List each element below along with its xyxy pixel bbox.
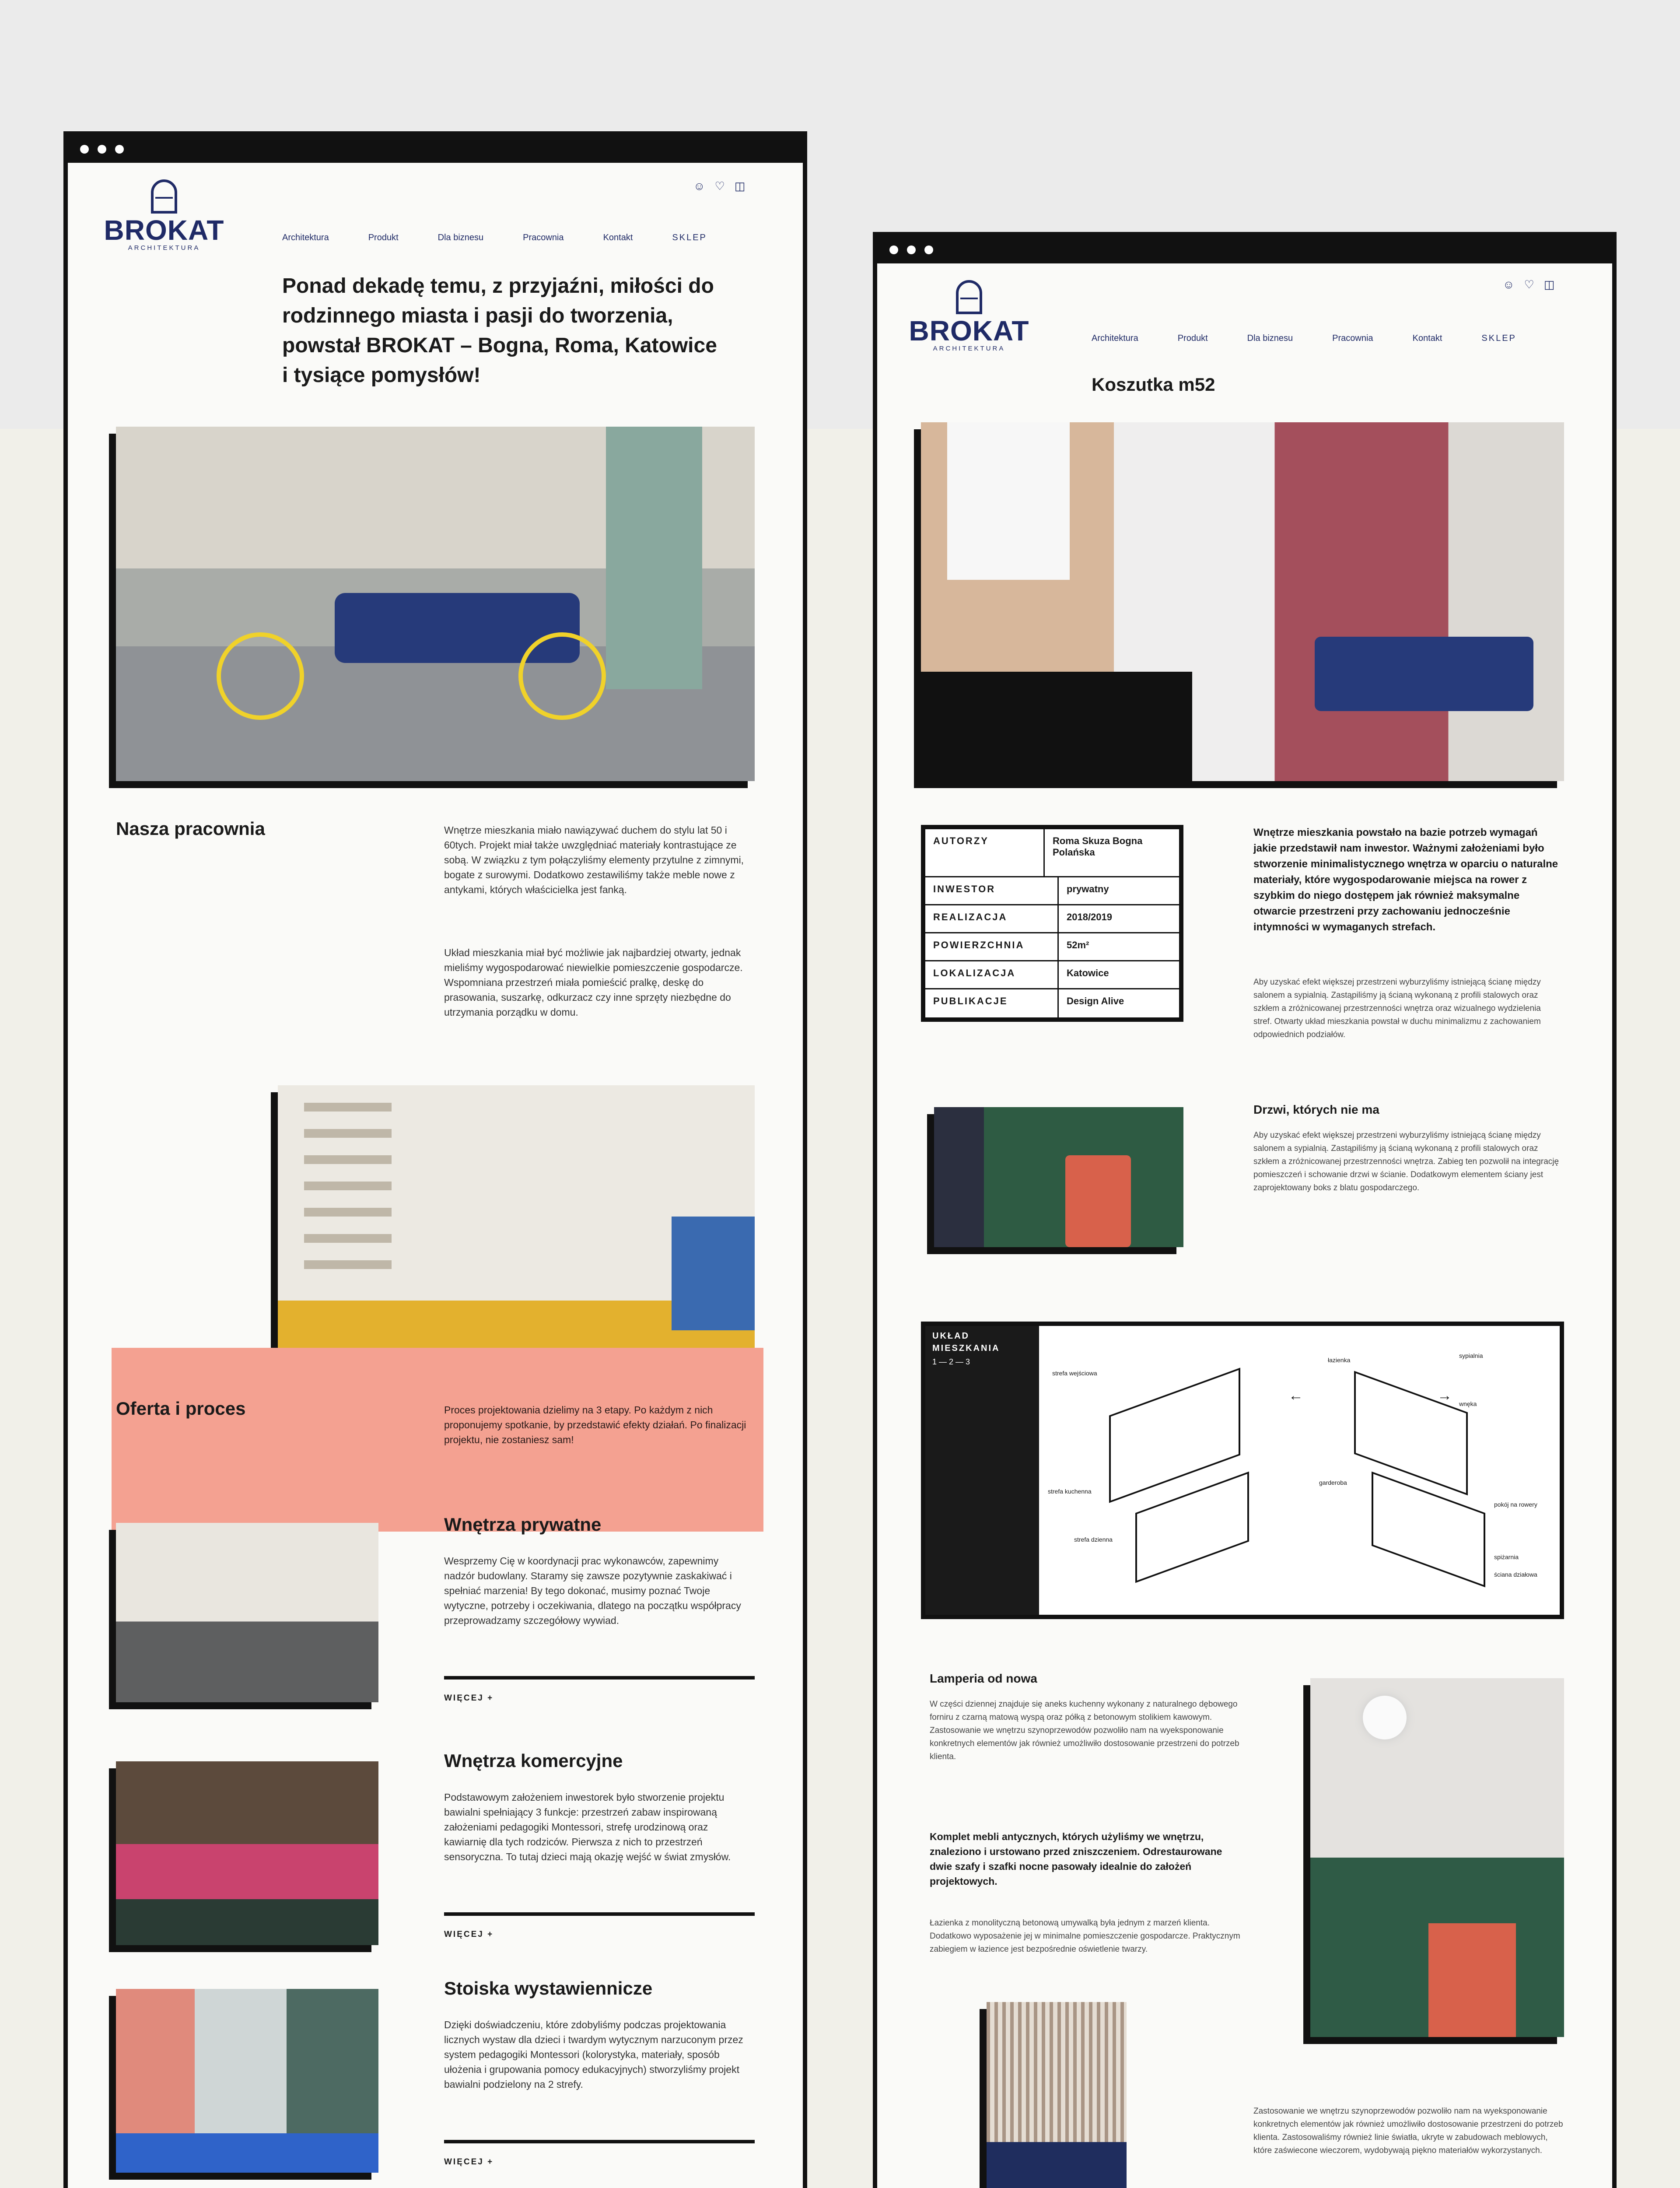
nav-produkt[interactable]: Produkt [368, 233, 399, 242]
plan-label: łazienka [1328, 1357, 1351, 1364]
window-dot[interactable] [889, 245, 898, 254]
spec-key: INWESTOR [925, 877, 1059, 904]
studio-paragraph-1: Wnętrze mieszkania miało nawiązywać duchem do stylu lat 50 i 60tych. Projekt miał także uwzględniać materiały kontrastujące ze sobą. W związku z tym połączyliśmy elementy przytulne z zimnymi, bogate z surowymi. Dodatkowo zestawiliśmy także meble nowe z antykami, których właścicielka jest fanką. [444, 824, 744, 895]
nav-pracownia[interactable]: Pracownia [523, 233, 564, 242]
pendant-lamp-shape [947, 422, 1070, 580]
project-title: Koszutka m52 [1092, 374, 1215, 395]
nav-architektura[interactable]: Architektura [282, 233, 329, 242]
project-hero-photo [921, 422, 1564, 781]
logo-mark-icon [151, 179, 177, 214]
project-paragraph: Zastosowanie we wnętrzu szynoprzewodów pozwoliło nam na wyeksponowanie konkretnych elementów jak również umożliwiło dostosowanie przestrzeni do potrzeb klienta. Zastosowaliśmy również linie światła, ukryte w zabudowach meblowych, które zaświecone wieczorem, wydobywają piękno materiałów wykorzystanych. [1253, 2107, 1563, 2155]
spec-value: Roma Skuza Bogna Polańska [1052, 835, 1143, 858]
more-link-commercial[interactable]: WIĘCEJ + [444, 1930, 494, 1939]
bag-icon[interactable]: ◫ [1544, 278, 1555, 291]
service-photo-exhibition[interactable] [116, 1989, 378, 2173]
lamperia-paragraph: Łazienka z monolityczną betonową umywalką była jednym z marzeń klienta. Dodatkowo wyposażenie jej w minimalne pomieszczenie gospodarcze. Praktycznym zabiegiem w łazience jest bezpośrednie oświetlenie twarzy. [930, 1918, 1240, 1954]
plan-label: pokój na rowery [1494, 1501, 1537, 1508]
doors-text: Aby uzyskać efekt większej przestrzeni wyburzyliśmy istniejącą ścianę między salonem a sypialnią. Zastąpiliśmy ją ścianą wykonaną z profili stalowych oraz szkłem a zróżnicowanej przestrzenności wnętrza. Zabieg ten pozwolił na integrację pomieszczeń i schowanie drzwi w ścianie. Dodatkowym elementem ściany jest zaprojektowany boks z blatu gospodarczego. [1253, 1131, 1559, 1192]
service-title-private[interactable]: Wnętrza prywatne [444, 1514, 602, 1535]
divider [444, 1912, 755, 1916]
studio-photo [116, 427, 755, 781]
nav-sklep[interactable]: SKLEP [1481, 333, 1516, 343]
axonometric-block-shape [1372, 1472, 1485, 1588]
arrow-right-icon[interactable]: → [1437, 1387, 1452, 1404]
window-dot[interactable] [115, 145, 124, 154]
header-icons [693, 179, 745, 193]
plan-label: strefa dzienna [1074, 1536, 1113, 1543]
arrow-left-icon[interactable]: ← [1288, 1387, 1303, 1404]
plan-label: wnęka [1459, 1400, 1477, 1407]
blue-panel-shape [672, 1217, 755, 1330]
floor-plan-label: UKŁAD [932, 1331, 970, 1341]
user-icon[interactable]: ☺ [1503, 278, 1515, 291]
service-photo-commercial[interactable] [116, 1761, 378, 1945]
floor-plan-label: MIESZKANIA [932, 1343, 1000, 1353]
brand-sub: ARCHITEKTURA [128, 244, 200, 252]
main-nav [1092, 333, 1556, 344]
brand-logo[interactable] [909, 280, 1029, 352]
service-photo-private[interactable] [116, 1523, 378, 1702]
offer-section [112, 1348, 763, 1532]
plan-label: spiżarnia [1494, 1553, 1519, 1560]
service-text-commercial: Podstawowym założeniem inwestorek było stworzenie projektu bawialni spełniający 3 funkcje: przestrzeń zabaw inspirowaną założeniami pedagogiki Montessori, strefę urodzinową oraz kawiarnię dla tych rodziców. Pierwsza z nich to przestrzeń sensoryczna. To tutaj dzieci mają okazję wejść w świat zmysłów. [444, 1792, 731, 1862]
spec-value: Katowice [1067, 968, 1109, 978]
project-paragraph: Aby uzyskać efekt większej przestrzeni wyburzyliśmy istniejącą ścianę między salonem a sypialnią. Zastąpiliśmy ją ścianą wykonaną z profili stalowych oraz szkłem a zróżnicowanej przestrzenności wnętrza oraz wizualnego wydzielenia stref. Otwarty układ mieszkania powstał w duchu minimalizmu z zachowaniem odpowiednich podziałów. [1253, 978, 1541, 1039]
heart-icon[interactable]: ♡ [714, 179, 725, 193]
divider [444, 2140, 755, 2143]
floor-plan-pager[interactable]: 1 — 2 — 3 [932, 1357, 970, 1366]
more-link-private[interactable]: WIĘCEJ + [444, 1694, 494, 1703]
spec-key: AUTORZY [925, 829, 1045, 876]
project-specs-table [921, 825, 1183, 1022]
nav-produkt[interactable]: Produkt [1177, 333, 1208, 343]
nav-architektura[interactable]: Architektura [1092, 333, 1138, 343]
brand-logo[interactable] [104, 179, 224, 252]
sofa-shape [987, 2142, 1127, 2188]
side-table-shape [1065, 1155, 1131, 1247]
bookshelf-shape [304, 1103, 392, 1287]
chair-shape [518, 632, 606, 720]
brand-name: BROKAT [104, 214, 224, 246]
spec-key: LOKALIZACJA [925, 961, 1059, 988]
logo-mark-icon [956, 280, 982, 314]
window-dot[interactable] [924, 245, 933, 254]
project-page-window [873, 232, 1617, 2188]
plan-label: strefa kuchenna [1048, 1488, 1092, 1495]
curtain-photo [987, 2002, 1127, 2188]
floor-plan-sidebar [925, 1326, 1039, 1615]
spec-key: PUBLIKACJE [925, 989, 1059, 1017]
curtain-shape [606, 427, 702, 689]
service-text-private: Wesprzemy Cię w koordynacji prac wykonawców, zapewnimy nadzór budowlany. Staramy się zawsze pozytywnie zaskakiwać i spełniać marzenia! By tego dokonać, musimy poznać Twoje wytyczne, potrzeby i oczekiwania, dlatego na początku współpracy przeprowadzamy szczegółowy wywiad. [444, 1555, 741, 1626]
doors-title: Drzwi, których nie ma [1253, 1103, 1379, 1116]
offer-text: Proces projektowania dzielimy na 3 etapy. Po każdym z nich proponujemy spotkanie, by przedstawić efekty działań. Po finalizacji projektu, nie zostaniesz sam! [444, 1404, 746, 1445]
studio-page-window [63, 131, 807, 2188]
studio-paragraph-2: Układ mieszkania miał być możliwie jak najbardziej otwarty, jednak mieliśmy wygospodarować niewielkie pomieszczenie gospodarcze. Wspomniana przestrzeń miała pomieścić pralkę, deskę do prasowania, suszarkę, odkurzacz czy inne sprzęty niezbędne do utrzymania porządku w domu. [444, 947, 743, 1018]
blue-floor-shape [116, 2133, 378, 2173]
spec-value: 52m² [1067, 940, 1089, 950]
nav-kontakt[interactable]: Kontakt [1412, 333, 1442, 343]
nav-dla-biznesu[interactable]: Dla biznesu [438, 233, 484, 242]
nav-sklep[interactable]: SKLEP [672, 233, 707, 242]
nav-dla-biznesu[interactable]: Dla biznesu [1247, 333, 1293, 343]
window-dot[interactable] [80, 145, 89, 154]
service-title-commercial[interactable]: Wnętrza komercyjne [444, 1750, 623, 1771]
browser-chrome [68, 136, 803, 163]
hero-heading: Ponad dekadę temu, z przyjaźni, miłości do rodzinnego miasta i pasji do tworzenia, powstał BROKAT – Bogna, Roma, Katowice i tysiące pomysłów! [282, 274, 717, 387]
service-title-exhibition[interactable]: Stoiska wystawiennicze [444, 1978, 653, 1999]
sofa-shape [1315, 637, 1533, 711]
axonometric-block-shape [1135, 1472, 1249, 1583]
spec-key: POWIERZCHNIA [925, 933, 1059, 960]
project-intro: Wnętrze mieszkania powstało na bazie potrzeb wymagań jakie przedstawił nam inwestor. Ważnymi założeniami było stworzenie minimalistycznego wnętrza w oparciu o naturalne materiały, które wygospodarowanie miejsca na rower z szybkim do niego dostępem jak również maksymalne otwarcie przestrzeni przy zachowaniu jednocześnie intymności w wymaganych strefach. [1253, 827, 1558, 933]
plan-label: garderoba [1319, 1479, 1347, 1486]
brand-name: BROKAT [909, 315, 1029, 347]
lamperia-photo [1310, 1678, 1564, 2037]
lamperia-paragraph: W części dziennej znajduje się aneks kuchenny wykonany z naturalnego dębowego forniru z czarną matową wyspą oraz półką z betonowym stolikiem kawowym. Zastosowanie we wnętrzu szynoprzewodów pozwoliło nam na wyeksponowanie konkretnych elementów jak również umożliwiło dostosowanie przestrzeni do potrzeb klienta. [930, 1700, 1239, 1761]
spec-value: Design Alive [1067, 996, 1124, 1006]
window-dot[interactable] [98, 145, 106, 154]
header-icons [1503, 278, 1554, 291]
floor-plan-section [921, 1322, 1564, 1619]
spec-key: REALIZACJA [925, 905, 1059, 932]
window-dot[interactable] [907, 245, 916, 254]
chair-shape [217, 632, 304, 720]
doors-photo [934, 1107, 1183, 1247]
heart-icon[interactable]: ♡ [1524, 278, 1534, 291]
service-text-exhibition: Dzięki doświadczeniu, które zdobyliśmy podczas projektowania licznych wystaw dla dzieci i twardym wytycznym narzuconym przez system pedagogiki Montessori (kolorystyka, materiały, sposób ułożenia i grupowania pomocy edukacyjnych) stworzyliśmy projekt bawialni podzielony na 2 strefy. [444, 2019, 743, 2090]
nav-pracownia[interactable]: Pracownia [1332, 333, 1373, 343]
globe-lamp-shape [1363, 1696, 1407, 1739]
main-nav [282, 233, 746, 243]
bag-icon[interactable]: ◫ [734, 179, 746, 193]
plan-label: sypialnia [1459, 1352, 1483, 1359]
plan-label: strefa wejściowa [1052, 1370, 1097, 1377]
browser-chrome [877, 236, 1612, 263]
studio-title: Nasza pracownia [116, 818, 265, 839]
kitchen-island-shape [921, 672, 1192, 781]
lamperia-highlight: Komplet mebli antycznych, których użyliśmy we wnętrzu, znalezionо i urstowano przed zniszczeniem. Odrestaurowane dwie szafy i szafki nocne pasowały idealnie do założeń projektowych. [930, 1831, 1222, 1887]
plan-label: ściana działowa [1494, 1571, 1537, 1578]
nav-kontakt[interactable]: Kontakt [603, 233, 633, 242]
spec-value: prywatny [1067, 884, 1109, 894]
side-table-shape [1428, 1923, 1516, 2037]
offer-title: Oferta i proces [116, 1398, 246, 1419]
team-group-photo [278, 1085, 755, 1348]
more-link-exhibition[interactable]: WIĘCEJ + [444, 2157, 494, 2167]
lamperia-title: Lamperia od nowa [930, 1672, 1037, 1685]
divider [444, 1676, 755, 1680]
brand-sub: ARCHITEKTURA [933, 345, 1005, 352]
user-icon[interactable]: ☺ [693, 179, 705, 193]
spec-value: 2018/2019 [1067, 912, 1112, 922]
